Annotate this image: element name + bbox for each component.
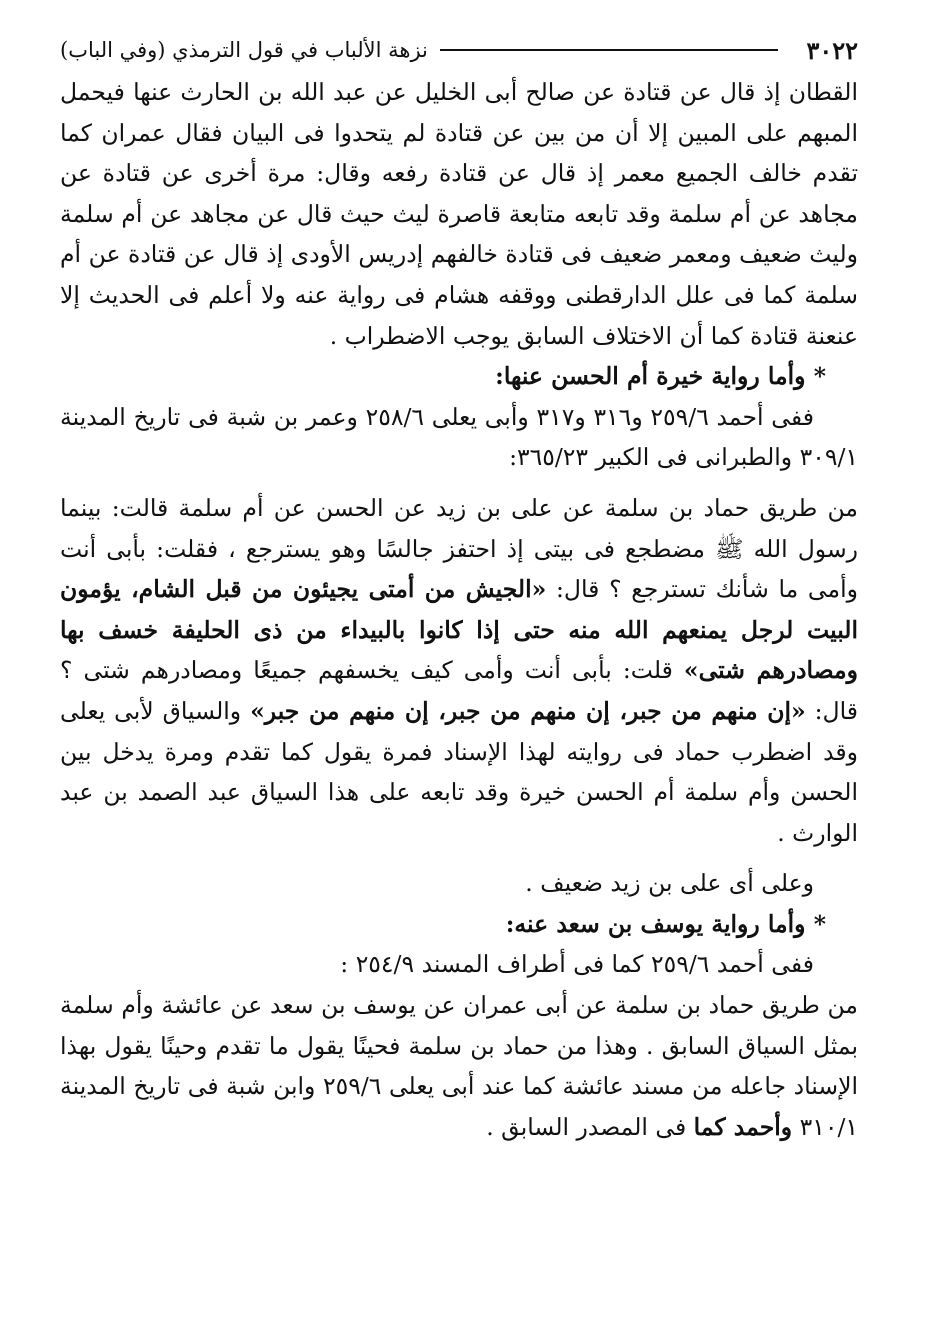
- page-body: [60, 72, 858, 1147]
- paragraph-1: القطان إذ قال عن قتادة عن صالح أبى الخليل عن عبد الله بن الحارث عنها فيحمل المبهم على المبين إلا أن من بين عن قتادة لم يتحدوا فى البيان فقال عمران كما تقدم خالف الجميع معمر إذ قال عن قتادة رفعه وقال: مرة أخرى عن قتادة عن مجاهد عن أم سلمة وقد تابعه متابعة قاصرة ليث حيث قال عن مجاهد عن أم سلمة وليث ضعيف ومعمر ضعيف فى قتادة خالفهم إدريس الأودى إذ قال عن قتادة عن أم سلمة كما فى علل الدارقطنى ووقفه هشام فى رواية عنه ولا أعلم فى الحديث إلا عنعنة قتادة كما أن الاختلاف السابق يوجب الاضطراب .: [60, 78, 858, 350]
- hadith-text: «إن منهم من جبر، إن منهم من جبر، إن منهم من جبر»: [250, 696, 806, 725]
- page: [60, 28, 858, 1308]
- text-run: قلت: بأبى أنت وأمى كيف يخسفهم جميعًا ومصادرهم شتى ؟ قال:: [60, 656, 859, 725]
- running-title: نزهة الألباب في قول الترمذي (وفي الباب): [60, 38, 428, 62]
- paragraph-4: وعلى أى على بن زيد ضعيف .: [525, 869, 814, 898]
- header-rule: [440, 49, 779, 51]
- spacer: [60, 853, 858, 863]
- text-run: من طريق حماد بن سلمة عن على بن زيد عن الحسن عن أم سلمة قالت: بينما رسول الله ﷺ مضطجع فى بيتى إذ احتفز جالسًا وهو يسترجع ، فقلت: بأبى أنت وأمى ما شأنك تسترجع ؟ قال:: [60, 493, 858, 604]
- page-header: [60, 28, 858, 72]
- paragraph-3: [60, 488, 858, 853]
- spacer: [60, 478, 858, 488]
- hadith-text: «الجيش من أمتى يجيئون من قبل الشام، يؤمون البيت لرجل يمنعهم الله منه حتى إذا كانوا بالبيداء من ذى الحليفة خسف بها ومصادرهم شتى»: [60, 575, 858, 685]
- page-number: ٣٠٢٢: [806, 35, 858, 65]
- section-heading-khayra: * وأما رواية خيرة أم الحسن عنها:: [495, 362, 826, 391]
- text-run: والسياق لأبى يعلى وقد اضطرب حماد فى روايته لهذا الإسناد فمرة يقول كما تقدم ومرة يدخل بين الحسن وأم سلمة أم الحسن خيرة وقد تابعه على هذا السياق عبد الصمد بن عبد الوارث .: [60, 696, 858, 847]
- bold-run: وأحمد كما: [693, 1112, 793, 1141]
- paragraph-6: [60, 985, 858, 1147]
- paragraph-5: ففى أحمد ٢٥٩/٦ كما فى أطراف المسند ٢٥٤/٩ :: [340, 950, 814, 979]
- text-run: من طريق حماد بن سلمة عن أبى عمران عن يوسف بن سعد عن عائشة وأم سلمة بمثل السياق السابق . وهذا من حماد بن سلمة فحينًا يقول ما تقدم وحينًا يقول بهذا الإسناد جاعله من مسند عائشة كما عند أبى يعلى ٢٥٩/٦ وابن شبة فى تاريخ المدينة ٣١٠/١: [60, 991, 858, 1141]
- text-run: فى المصدر السابق .: [486, 1112, 694, 1141]
- section-heading-yusuf: * وأما رواية يوسف بن سعد عنه:: [505, 909, 826, 938]
- paragraph-2: ففى أحمد ٢٥٩/٦ و٣١٦ و٣١٧ وأبى يعلى ٢٥٨/٦ وعمر بن شبة فى تاريخ المدينة ٣٠٩/١ والطبرانى فى الكبير ٣٦٥/٢٣:: [60, 402, 858, 472]
